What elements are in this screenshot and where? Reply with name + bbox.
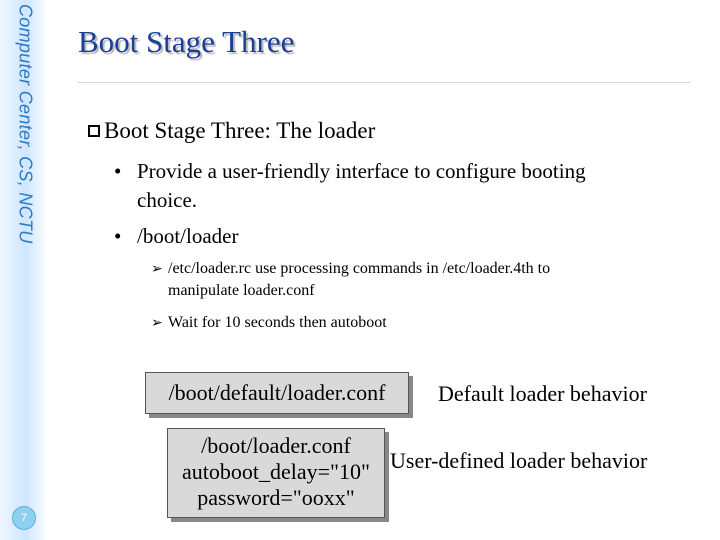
page-number: 7 xyxy=(12,506,36,530)
sub-bullet-text-line1: Wait for 10 seconds then autoboot xyxy=(168,314,387,331)
user-config-line: autoboot_delay="10" xyxy=(182,459,370,484)
bullet-dot-icon: • xyxy=(114,224,122,248)
user-config-label: User-defined loader behavior xyxy=(390,448,648,473)
default-config-box xyxy=(145,372,409,414)
user-config-box xyxy=(167,428,385,518)
sub-bullet-text-line1: /etc/loader.rc use processing commands in /etc/loader.4th to xyxy=(168,260,551,277)
sub-bullet-text-line2: manipulate loader.conf xyxy=(168,282,315,299)
square-bullet-icon xyxy=(88,125,100,137)
sidebar xyxy=(0,0,48,540)
bullet-dot-icon: • xyxy=(114,159,122,183)
slide-title: Boot Stage Three xyxy=(78,24,295,59)
bullet-text-line1: Provide a user-friendly interface to configure booting xyxy=(137,159,586,183)
arrow-bullet-icon: ➢ xyxy=(151,261,163,277)
arrow-bullet-icon: ➢ xyxy=(151,315,163,331)
bullet-text-line2: choice. xyxy=(137,188,198,212)
sidebar-title-text: Computer Center, CS, NCTU xyxy=(15,4,36,244)
main-bullet-text: Boot Stage Three: The loader xyxy=(104,118,376,143)
default-config-label: Default loader behavior xyxy=(438,381,647,406)
user-config-line: password="ooxx" xyxy=(197,485,355,510)
default-config-text: /boot/default/loader.conf xyxy=(168,380,386,405)
main-bullet xyxy=(88,118,375,144)
bullet-text-line1: /boot/loader xyxy=(137,224,239,248)
user-config-line: /boot/loader.conf xyxy=(201,433,351,458)
sidebar-title xyxy=(10,4,40,334)
title-divider xyxy=(78,82,690,83)
